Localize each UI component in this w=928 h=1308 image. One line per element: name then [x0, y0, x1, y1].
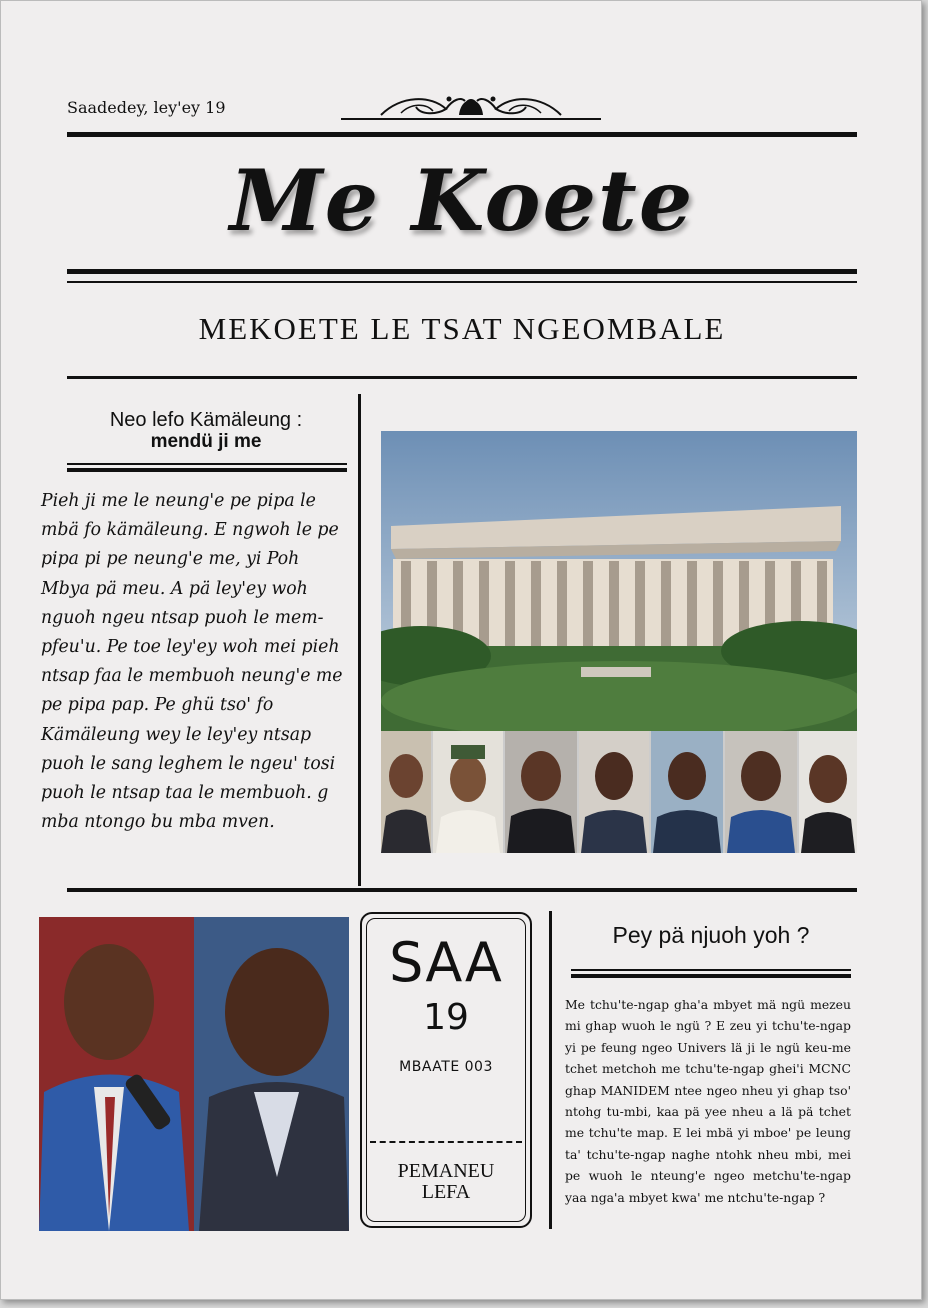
leaders-illustration — [39, 917, 349, 1231]
issue-edition: MBAATE 003 — [399, 1059, 493, 1075]
left-title-rule-thick — [67, 468, 347, 472]
header-top-rule — [67, 132, 857, 137]
palace-photo — [381, 431, 857, 731]
header-rule-thick — [67, 269, 857, 274]
issue-footer-line2: LEFA — [421, 1181, 471, 1203]
newspaper-subtitle: MEKOETE LE TSAT NGEOMBALE — [198, 311, 726, 346]
column-divider — [358, 394, 361, 886]
issue-number: 19 — [423, 997, 469, 1038]
right-article-title: Pey pä njuoh yoh ? — [612, 922, 810, 948]
right-column-divider — [549, 911, 552, 1229]
left-article-body: Pieh ji me le neung'e pe pipa le mbä fo kämäleung. E ngwoh le pe pipa pi pe neung'e me, yi Poh Mbya pä meu. A pä ley'ey woh nguoh ngeu ntsap puoh le mem-pfeu'u. Pe toe ley'ey woh mei pieh ntsap faa le membuoh neung'e me pe pipa pap. Pe ghü tso' fo Kämäleung wey le ley'ey ntsap puoh le sang leghem le ngeu' tosi puoh le ntsap taa le membuoh. g mba ntongo bu mba mven. — [41, 491, 343, 833]
section-rule — [67, 376, 857, 379]
left-article-title-line1: Neo lefo Kämäleung : — [109, 409, 303, 431]
left-article-title — [61, 409, 351, 453]
lower-section-rule — [67, 888, 857, 892]
right-title-rule-thick — [571, 974, 851, 978]
issue-label: SAA — [389, 931, 503, 994]
issue-footer-line1: PEMANEU — [397, 1160, 495, 1182]
palace-illustration — [381, 431, 857, 731]
issue-date: Saadedey, ley'ey 19 — [67, 98, 226, 117]
issue-dashed-divider — [370, 1141, 522, 1143]
flourish-ornament-icon — [341, 85, 601, 127]
leaders-photo — [39, 917, 349, 1231]
left-article-title-line2: mendü ji me — [150, 431, 262, 452]
issue-footer — [360, 1161, 532, 1203]
candidates-photo-strip — [381, 731, 857, 853]
header-rule-thin — [67, 281, 857, 283]
masthead-title: Me Koete — [229, 151, 695, 250]
right-title-rule-thin — [571, 969, 851, 971]
left-title-rule-thin — [67, 463, 347, 465]
right-article-body: Me tchu'te-ngap gha'a mbyet mä ngü mezeu mi ghap wuoh le ngü ? E zeu yi tchu'te-ngap yi pe feung ngeo Univers lä ji le ngü keu-me tchet metchoh me tchu'te-ngap ghei'i MCNC ghap MANIDEM ntee ngeo nheu yi ghap tso' ntohg tu-mbi, kaa pä yee nheu a lä pä tchet me tchu'te map. E lei mbä yi mboe' pe leung ta' tchu'te-ngap naghe ntohk nheu mbi, mei pe wuoh le nteung'e ngeo metchu'te-ngap yaa nga'a mbyet kwa' me ntchu'te-ngap ? — [565, 997, 851, 1205]
candidates-illustration — [381, 731, 857, 853]
